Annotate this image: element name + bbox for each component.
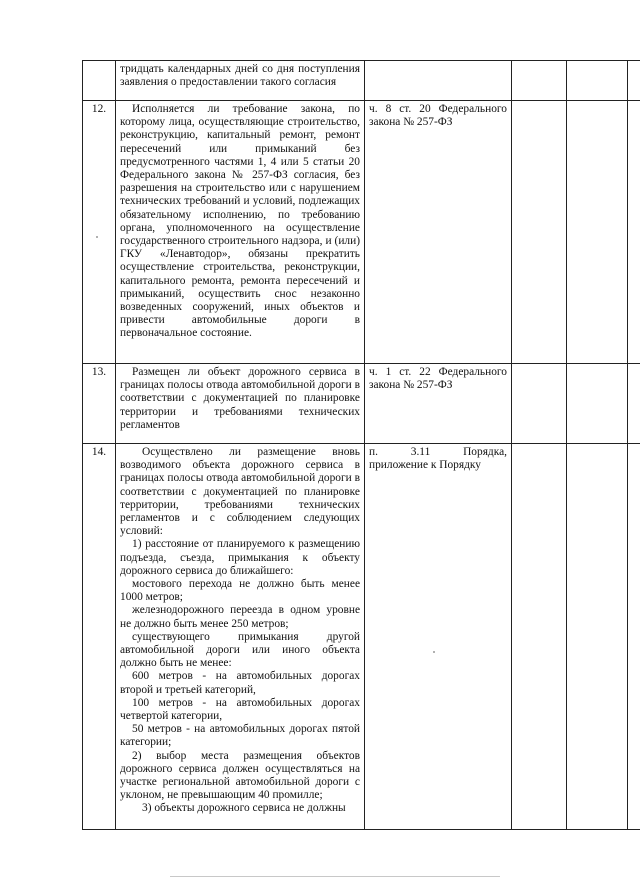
empty-cell — [567, 444, 628, 830]
scan-speck — [433, 651, 435, 653]
empty-cell — [567, 364, 628, 444]
scan-artifact-line — [170, 876, 500, 877]
question-cell — [116, 61, 365, 101]
question-paragraph: 50 метров - на автомобильных дорогах пятой категории; — [120, 723, 360, 749]
empty-cell — [628, 101, 640, 364]
row-number: 14. — [83, 444, 116, 830]
empty-cell — [512, 444, 567, 830]
empty-cell — [567, 61, 628, 101]
empty-cell — [512, 101, 567, 364]
reference-cell — [365, 61, 512, 101]
empty-cell — [567, 101, 628, 364]
question-paragraph: Исполняется ли требование закона, по которому лица, осуществляющие строительство, реконструкцию, капитальный ремонт, ремонт пересечений или примыканий без предусмотренного частями 1, 4 или 5 статьи 20 Федерального закона № 257-ФЗ согласия, без разрешения на строительство или с нарушением технических требований и условий, подлежащих обязательному исполнению, по требованию органа, уполномоченного на осуществление государственного строительного надзора, и (или) ГКУ «Ленавтодор», обязаны прекратить осуществление строительства, реконструкции, капитального ремонта, ремонта пересечений и примыканий, осуществить снос незаконно возведенных сооружений, иных объектов и привести автомобильные дороги в первоначальное состояние. — [120, 103, 360, 340]
empty-cell — [628, 364, 640, 444]
question-paragraph: 600 метров - на автомобильных дорогах второй и третьей категорий, — [120, 670, 360, 696]
empty-cell — [512, 61, 567, 101]
question-paragraph: существующего примыкания другой автомобильной дороги или иного объекта должно быть не менее: — [120, 630, 360, 670]
question-cell — [116, 101, 365, 364]
table-row — [83, 101, 640, 364]
question-cell — [116, 444, 365, 830]
question-paragraph: 1) расстояние от планируемого к размещению подъезда, съезда, примыкания к объекту дорожного сервиса до ближайшего: — [120, 538, 360, 577]
row-number: 13. — [83, 364, 116, 444]
question-paragraph: 100 метров - на автомобильных дорогах четвертой категории, — [120, 696, 360, 723]
question-paragraph: Осуществлено ли размещение вновь возводимого объекта дорожного сервиса в границах полосы отвода автомобильной дороги в соответствии с документацией по планировке территории, требованиями технических регламентов и с соблюдением следующих условий: — [120, 446, 360, 538]
scan-speck — [96, 236, 98, 238]
empty-cell — [512, 364, 567, 444]
row-number — [83, 61, 116, 101]
question-cell — [116, 364, 365, 444]
question-paragraph: железнодорожного переезда в одном уровне не должно быть менее 250 метров; — [120, 604, 360, 630]
question-paragraph: мостового перехода не должно быть менее 1000 метров; — [120, 578, 360, 604]
empty-cell — [628, 61, 640, 101]
checklist-table — [82, 60, 640, 830]
reference-cell: ч. 1 ст. 22 Федерального закона № 257-ФЗ — [365, 364, 512, 444]
reference-cell: п. 3.11 Порядка, приложение к Порядку — [365, 444, 512, 830]
question-paragraph: 2) выбор места размещения объектов дорожного сервиса должен осуществляться на участке региональной автомобильной дороги с уклоном, не превышающим 40 промилле; — [120, 749, 360, 802]
table-row — [83, 61, 640, 101]
table-row — [83, 364, 640, 444]
table-row — [83, 444, 640, 830]
question-paragraph: 3) объекты дорожного сервиса не должны — [142, 802, 346, 815]
question-paragraph: Размещен ли объект дорожного сервиса в границах полосы отвода автомобильной дороги в соответствии с документацией по планировке территории и требованиями технических регламентов — [120, 366, 360, 431]
question-paragraph: тридцать календарных дней со дня поступления заявления о предоставлении такого согласия — [120, 63, 360, 89]
row-number: 12. — [83, 101, 116, 364]
empty-cell — [628, 444, 640, 830]
reference-cell: ч. 8 ст. 20 Федерального закона № 257-ФЗ — [365, 101, 512, 364]
